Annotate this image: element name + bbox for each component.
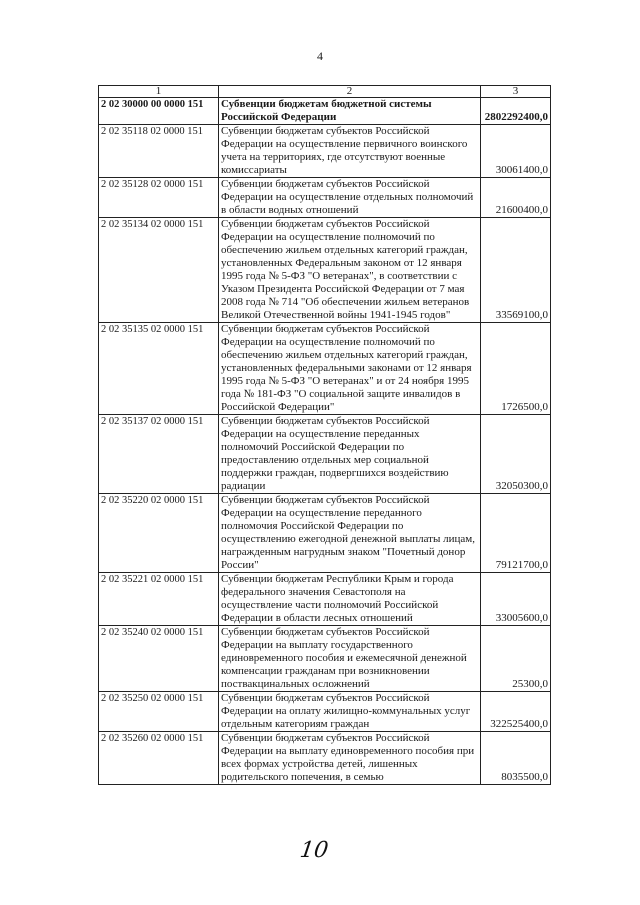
row-description: Субвенции бюджетам субъектов Российской Федерации на оплату жилищно-коммунальных услуг отдельным категориям граждан <box>219 692 481 732</box>
row-description: Субвенции бюджетам субъектов Российской Федерации на осуществление переданных полномочий Российской Федерации по предоставлению отдельных мер социальной поддержки граждан, подвергшихся воздействию радиации <box>219 415 481 494</box>
row-description: Субвенции бюджетам субъектов Российской Федерации на осуществление первичного воинского учета на территориях, где отсутствуют военные комиссариаты <box>219 125 481 178</box>
row-amount: 21600400,0 <box>481 178 551 218</box>
row-code: 2 02 35250 02 0000 151 <box>99 692 219 732</box>
row-amount: 79121700,0 <box>481 494 551 573</box>
table-row <box>99 732 551 785</box>
budget-table <box>98 85 551 785</box>
table-row <box>99 626 551 692</box>
column-header-2: 2 <box>219 86 481 98</box>
row-code: 2 02 35240 02 0000 151 <box>99 626 219 692</box>
row-description: Субвенции бюджетам субъектов Российской Федерации на осуществление отдельных полномочий в области водных отношений <box>219 178 481 218</box>
table-row <box>99 573 551 626</box>
row-amount: 33569100,0 <box>481 218 551 323</box>
row-code: 2 02 35118 02 0000 151 <box>99 125 219 178</box>
row-amount: 1726500,0 <box>481 323 551 415</box>
row-code: 2 02 30000 00 0000 151 <box>99 98 219 125</box>
row-description: Субвенции бюджетам бюджетной системы Российской Федерации <box>219 98 481 125</box>
row-description: Субвенции бюджетам субъектов Российской Федерации на выплату единовременного пособия при всех формах устройства детей, лишенных родительского попечения, в семью <box>219 732 481 785</box>
row-code: 2 02 35137 02 0000 151 <box>99 415 219 494</box>
column-header-1: 1 <box>99 86 219 98</box>
row-amount: 322525400,0 <box>481 692 551 732</box>
table-row <box>99 178 551 218</box>
row-code: 2 02 35128 02 0000 151 <box>99 178 219 218</box>
row-code: 2 02 35220 02 0000 151 <box>99 494 219 573</box>
row-description: Субвенции бюджетам субъектов Российской Федерации на осуществление переданного полномочия Российской Федерации по осуществлению ежегодной денежной выплаты лицам, награжденным нагрудным знаком "Почетный донор России" <box>219 494 481 573</box>
row-amount: 32050300,0 <box>481 415 551 494</box>
table-row <box>99 323 551 415</box>
row-code: 2 02 35135 02 0000 151 <box>99 323 219 415</box>
table-row <box>99 692 551 732</box>
row-amount: 2802292400,0 <box>481 98 551 125</box>
row-code: 2 02 35134 02 0000 151 <box>99 218 219 323</box>
handwritten-page-mark: 10 <box>298 838 330 863</box>
row-description: Субвенции бюджетам субъектов Российской Федерации на выплату государственного единовременного пособия и ежемесячной денежной компенсации гражданам при возникновении поствакцинальных осложнений <box>219 626 481 692</box>
row-code: 2 02 35221 02 0000 151 <box>99 573 219 626</box>
table-row <box>99 494 551 573</box>
row-code: 2 02 35260 02 0000 151 <box>99 732 219 785</box>
row-description: Субвенции бюджетам Республики Крым и города федерального значения Севастополя на осуществление части полномочий Российской Федерации в области лесных отношений <box>219 573 481 626</box>
row-amount: 8035500,0 <box>481 732 551 785</box>
row-amount: 33005600,0 <box>481 573 551 626</box>
column-header-3: 3 <box>481 86 551 98</box>
table-header-row <box>99 86 551 98</box>
table-row <box>99 218 551 323</box>
table-row <box>99 415 551 494</box>
table-row <box>99 125 551 178</box>
row-description: Субвенции бюджетам субъектов Российской Федерации на осуществление полномочий по обеспечению жильем отдельных категорий граждан, установленных Федеральным законом от 12 января 1995 года № 5-ФЗ "О ветеранах", в соответствии с Указом Президента Российской Федерации от 7 мая 2008 года № 714 "Об обеспечении жильем ветеранов Великой Отечественной войны 1941-1945 годов" <box>219 218 481 323</box>
row-amount: 25300,0 <box>481 626 551 692</box>
page-number: 4 <box>317 49 323 63</box>
row-description: Субвенции бюджетам субъектов Российской Федерации на осуществление полномочий по обеспечению жильем отдельных категорий граждан, установленных федеральными законами от 12 января 1995 года № 5-ФЗ "О ветеранах" и от 24 ноября 1995 года № 181-ФЗ "О социальной защите инвалидов в Российской Федерации" <box>219 323 481 415</box>
table-row <box>99 98 551 125</box>
row-amount: 30061400,0 <box>481 125 551 178</box>
